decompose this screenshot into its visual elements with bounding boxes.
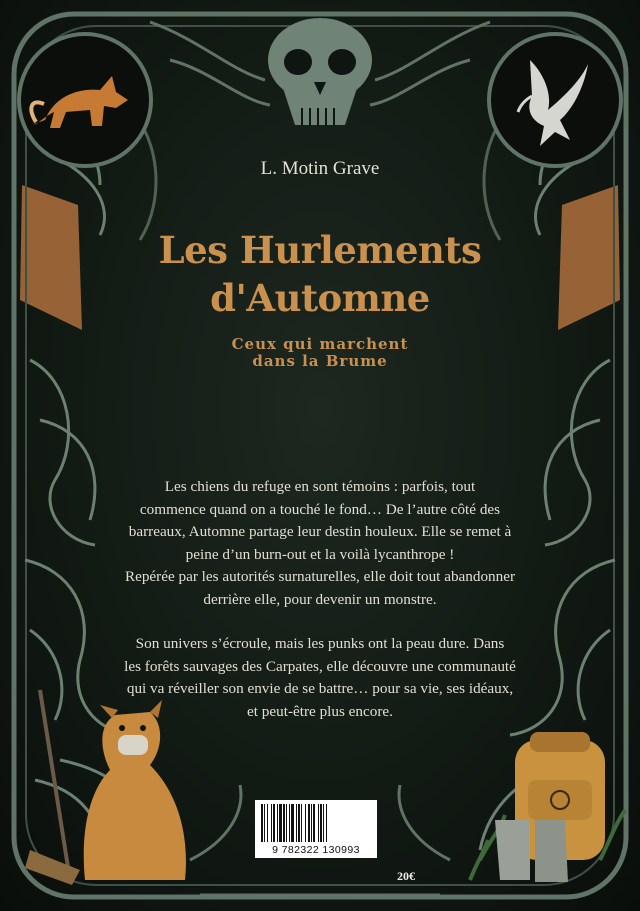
animal-skull-illustration <box>268 18 372 127</box>
subtitle-line-1: Ceux qui marchent <box>231 335 409 353</box>
back-cover-blurb <box>120 476 520 723</box>
blurb-paragraph-2 <box>120 633 520 723</box>
barcode-bar <box>273 804 275 842</box>
barcode-bar <box>305 804 306 842</box>
backpack-and-boots-illustration <box>470 732 625 882</box>
blurb-line: Les chiens du refuge en sont témoins : parfois, tout <box>164 478 476 495</box>
isbn-number: 9 782322 130993 <box>272 844 360 856</box>
blurb-paragraph-1 <box>120 476 520 611</box>
author-name: L. Motin Grave <box>260 158 380 179</box>
title-line-2: d'Automne <box>210 276 430 320</box>
barcode-bar <box>326 804 327 842</box>
barcode-bar <box>283 804 285 842</box>
blurb-line: derrière elle, pour devenir un monstre. <box>203 590 437 608</box>
barcode-bar <box>311 804 312 842</box>
barcode-bar <box>323 804 324 842</box>
barcode-bar <box>298 804 300 842</box>
blurb-line: barreaux, Automne partage leur destin houleux. Elle se remet à <box>128 523 512 540</box>
blurb-line: commence quand on a touché le fond… De l’autre côté des <box>139 500 501 518</box>
title-line-1: Les Hurlements <box>158 228 482 272</box>
barcode-bar <box>267 804 268 842</box>
blurb-line: et peut-être plus encore. <box>247 702 393 720</box>
barcode-bar <box>301 804 302 842</box>
barcode-bar <box>271 804 272 842</box>
barcode-bar <box>318 804 319 842</box>
blurb-line: Son univers s’écroule, mais les punks ont la peau dure. Dans <box>135 635 505 652</box>
price-label: 20€ <box>397 869 415 883</box>
barcode-bar <box>277 804 278 842</box>
barcode-bar <box>261 804 263 842</box>
subtitle-line-2: dans la Brume <box>252 352 388 370</box>
blurb-line: les forêts sauvages des Carpates, elle découvre une communauté <box>124 657 516 675</box>
barcode-bar <box>264 804 265 842</box>
barcode-bar <box>313 804 315 842</box>
blurb-line: qui va réveiller son envie de se battre… pour sa vie, ses idéaux, <box>126 680 514 697</box>
barcode-bar <box>286 804 287 842</box>
crow-illustration <box>489 34 621 166</box>
blurb-line: peine d’un burn-out et la voilà lycanthrope ! <box>185 545 455 563</box>
barcode-bar <box>308 804 310 842</box>
blurb-line: Repérée par les autorités surnaturelles, elle doit tout abandonner <box>124 568 516 585</box>
barcode-bar <box>296 804 297 842</box>
isbn-barcode <box>255 800 377 858</box>
fox-illustration <box>19 34 151 166</box>
barcode-bar <box>320 804 322 842</box>
barcode-bar <box>289 804 290 842</box>
barcode-bar <box>291 804 294 842</box>
barcode-bar <box>279 804 282 842</box>
